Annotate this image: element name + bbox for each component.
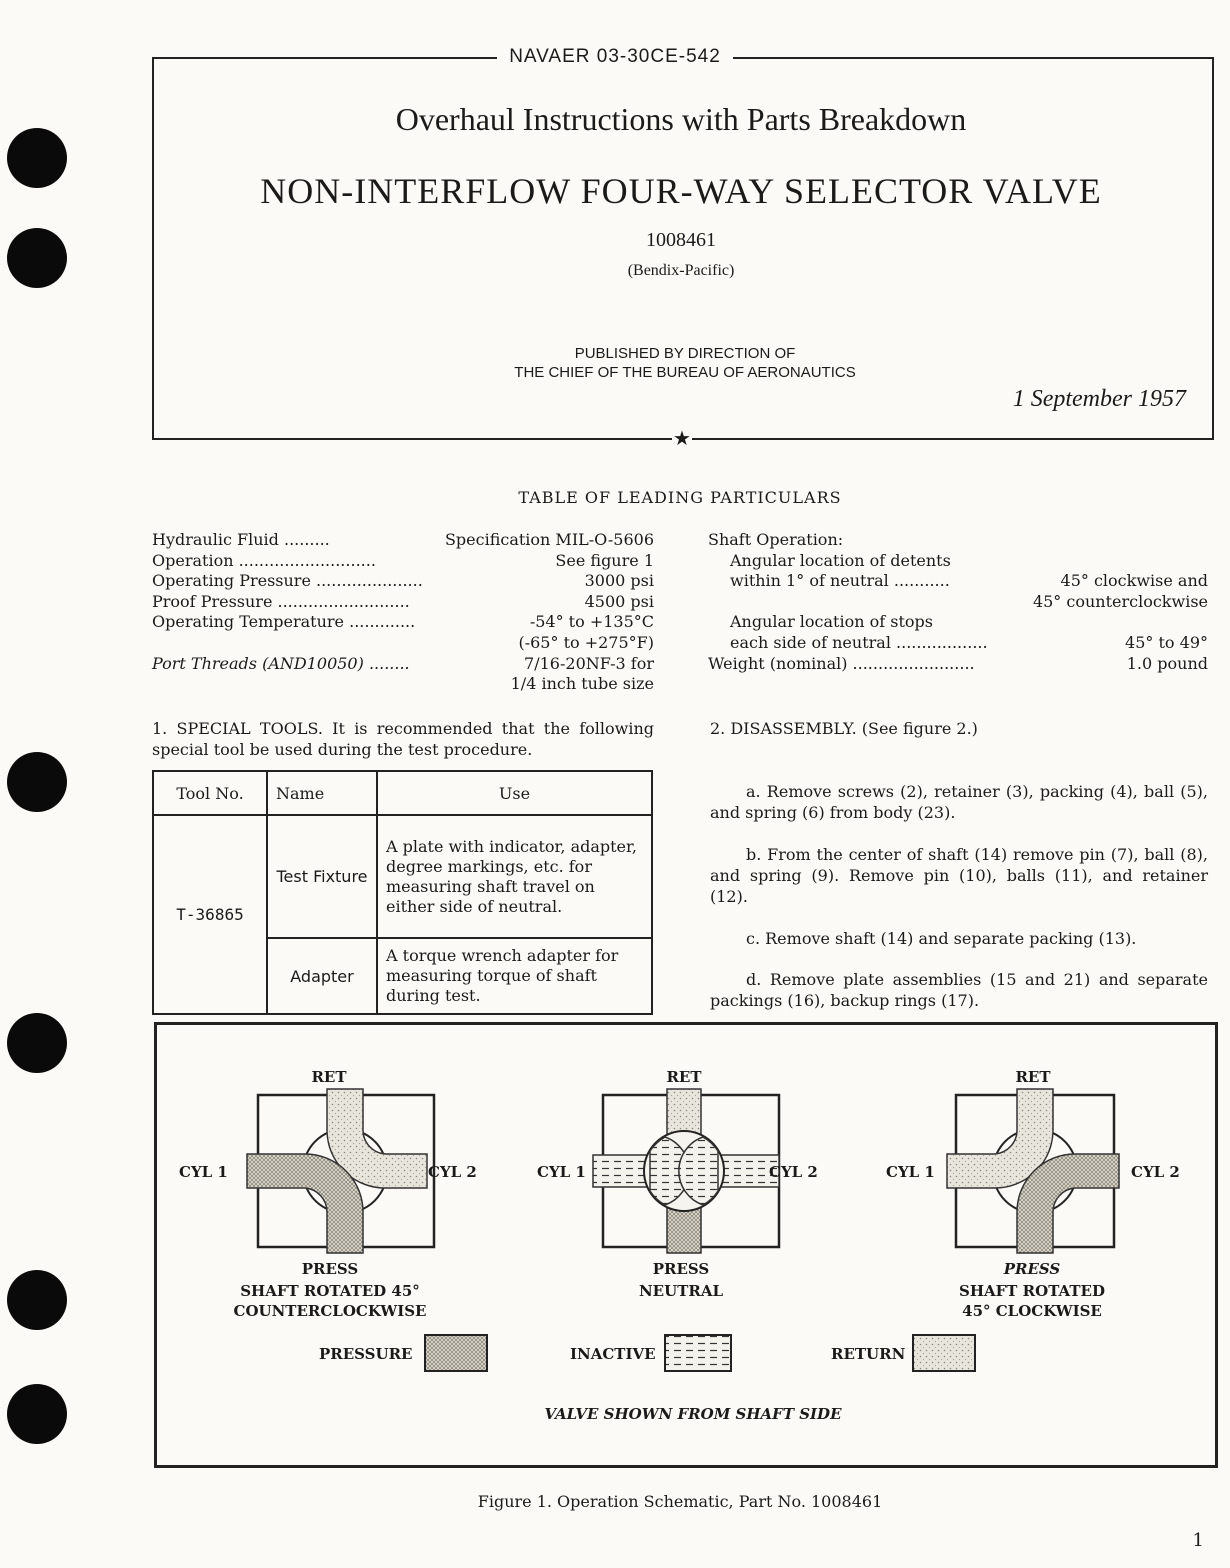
figure-frame [154,1022,1218,1468]
binder-hole [7,128,67,188]
press-label: PRESS [1003,1260,1061,1278]
legend-return-swatch [913,1335,975,1371]
valve-clockwise [947,1089,1119,1253]
particular-row: each side of neutral .................. 45° to 49° [730,632,1208,652]
tool-name: Adapter [267,938,377,1014]
doc-subject: NON-INTERFLOW FOUR-WAY SELECTOR VALVE [260,171,1102,211]
particular-row: Port Threads (AND10050) ........ 7/16-20NF-3 for [152,653,654,673]
particular-row: 1/4 inch tube size [510,674,654,694]
disassembly-step: a. Remove screws (2), retainer (3), packing (4), ball (5), and spring (6) from body (23). [710,782,1208,822]
ret-label: RET [1015,1068,1051,1086]
cyl2-label: CYL 2 [1131,1163,1180,1181]
particular-row: Operating Temperature ............. -54° to +135°C [152,612,654,632]
disassembly-step: b. From the center of shaft (14) remove pin (7), ball (8), and spring (9). Remove pin (10), balls (11), and retainer (12). [710,845,1208,906]
particulars-right [708,530,1208,674]
binder-hole [7,1270,67,1330]
special-tools-paragraph: 1. SPECIAL TOOLS. It is recommended that the following special tool be used during the test procedure. [152,719,654,759]
press-label: PRESS [652,1260,710,1278]
stops-label: Angular location of stops [730,612,933,632]
binder-hole [7,752,67,812]
special-tools-table [152,770,653,1015]
particular-row: Operating Pressure ..................... 3000 psi [152,571,654,591]
particular-row: (-65° to +275°F) [518,632,654,652]
view-note: VALVE SHOWN FROM SHAFT SIDE [544,1405,842,1423]
table-header: Use [377,771,652,815]
cyl2-label: CYL 2 [769,1163,818,1181]
valve-neutral [593,1089,779,1253]
legend-return-label: RETURN [831,1345,906,1363]
particulars-heading: TABLE OF LEADING PARTICULARS [518,488,842,507]
legend-pressure-swatch [425,1335,487,1371]
particular-row: 45° counterclockwise [1032,591,1208,611]
ret-label: RET [666,1068,702,1086]
page-number: 1 [1192,1530,1204,1551]
table-row [153,815,652,938]
binder-hole [7,1013,67,1073]
shaft-operation-heading: Shaft Operation: [708,530,844,549]
state-caption: SHAFT ROTATED 45° [240,1282,420,1300]
manufacturer: (Bendix-Pacific) [627,262,735,279]
table-header: Tool No. [153,771,267,815]
table-header-row [153,771,652,815]
tool-use: A plate with indicator, adapter, degree markings, etc. for measuring shaft travel on either side of neutral. [377,815,652,938]
particular-row: Proof Pressure .......................... 4500 psi [152,591,654,611]
doc-number: NAVAER 03-30CE-542 [0,46,1230,68]
particular-row: Hydraulic Fluid ......... Specification MIL-O-5606 [152,530,654,549]
doc-title: Overhaul Instructions with Parts Breakdown [395,101,967,137]
ret-label: RET [311,1068,347,1086]
disassembly-step: d. Remove plate assemblies (15 and 21) and separate packings (16), backup rings (17). [710,970,1208,1010]
publisher: PUBLISHED BY DIRECTION OF THE CHIEF OF THE BUREAU OF AERONAUTICS [514,345,856,381]
cyl1-label: CYL 1 [886,1163,935,1181]
publish-date: 1 September 1957 [1012,386,1186,412]
part-number: 1008461 [646,229,716,251]
legend-inactive-label: INACTIVE [570,1345,656,1363]
particular-row: Weight (nominal) ........................ 1.0 pound [708,653,1208,673]
tool-use: A torque wrench adapter for measuring torque of shaft during test. [377,938,652,1014]
state-caption: COUNTERCLOCKWISE [233,1302,427,1320]
particular-row: within 1° of neutral ........... 45° clockwise and [730,571,1208,591]
disassembly-heading: 2. DISASSEMBLY. (See figure 2.) [710,719,978,738]
cyl1-label: CYL 1 [537,1163,586,1181]
state-caption: SHAFT ROTATED [959,1282,1105,1300]
state-caption: NEUTRAL [638,1282,724,1300]
table-header: Name [267,771,377,815]
legend-pressure-label: PRESSURE [319,1345,413,1363]
particular-row: Operation ........................... See figure 1 [152,550,654,570]
binder-hole [7,228,67,288]
tool-name: Test Fixture [267,815,377,938]
particulars-left [152,530,654,695]
cyl1-label: CYL 1 [179,1163,228,1181]
disassembly-step: c. Remove shaft (14) and separate packing (13). [746,929,1137,948]
figure-caption: Figure 1. Operation Schematic, Part No. 1008461 [477,1492,883,1511]
binder-hole [7,1384,67,1444]
press-label: PRESS [301,1260,359,1278]
legend-inactive-swatch [665,1335,731,1371]
operation-schematic [157,1025,1209,1459]
detents-label: Angular location of detents [730,550,951,570]
star-ornament: ★ [673,426,691,450]
valve-counterclockwise [247,1089,434,1253]
state-caption: 45° CLOCKWISE [962,1302,1102,1320]
cyl2-label: CYL 2 [428,1163,477,1181]
tool-number: T-36865 [153,815,267,1014]
